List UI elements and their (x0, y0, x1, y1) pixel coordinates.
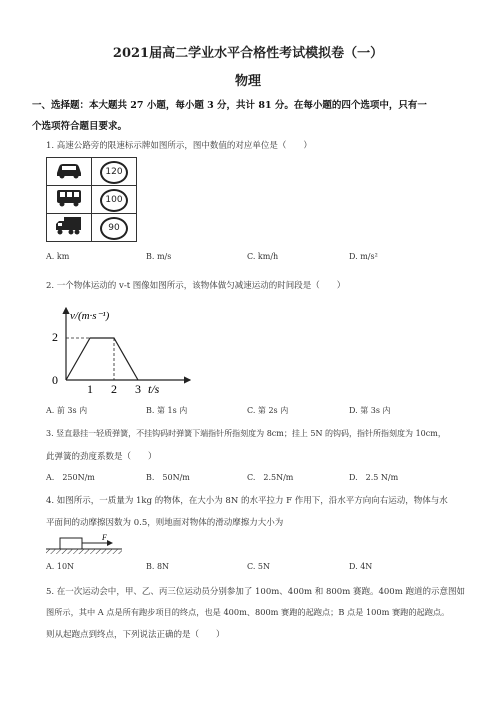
vt-trapezoid (66, 338, 138, 380)
q4-option-a: A. 10N (46, 562, 75, 571)
q1-option-b: B. m/s (146, 252, 172, 261)
question-1-stem: 1. 高速公路旁的限速标示牌如图所示，图中数值的对应单位是（ ） (46, 141, 312, 151)
question-5-stem-line2: 图所示，其中 A 点是所有跑步项目的终点，也是 400m、800m 赛跑的起跑点；B 点是 100m 赛跑的起跑点。 (46, 607, 450, 617)
y-axis-label: v/(m·s⁻¹) (70, 310, 110, 322)
q4-option-c: C. 5N (247, 562, 271, 571)
q3-option-a: A. 250N/m (46, 473, 95, 482)
y-tick-label: 2 (52, 330, 58, 344)
x-tick-label: 2 (111, 382, 117, 396)
q1-option-d: D. m/s² (349, 252, 378, 261)
q4-option-d: D. 4N (349, 562, 373, 571)
x-tick-label: 1 (87, 382, 93, 396)
q2-option-c: C. 第 2s 内 (247, 406, 289, 415)
q1-option-a: A. km (46, 252, 70, 261)
question-4-stem-line1: 4. 如图所示，一质量为 1kg 的物体，在大小为 8N 的水平拉力 F 作用下，沿水平方向向右运动，物体与水 (46, 496, 448, 506)
q2-option-a: A. 前 3s 内 (46, 406, 88, 415)
speed-limit-sign: 90 (92, 214, 137, 242)
force-label: F (102, 533, 107, 542)
x-axis-label: t/s (148, 382, 160, 396)
x-tick-label: 3 (135, 382, 141, 396)
q3-option-d: D. 2.5 N/m (349, 473, 399, 482)
car-icon (47, 158, 92, 186)
q1-option-c: C. km/h (247, 252, 279, 261)
section-heading-line2: 个选项符合题目要求。 (32, 121, 128, 132)
section-heading-line1: 一、选择题：本大题共 27 小题，每小题 3 分，共计 81 分。在每小题的四个选项中，只有一 (32, 100, 427, 111)
vt-graph (48, 300, 198, 400)
speed-limit-sign-table (46, 157, 137, 242)
block-force-diagram (44, 532, 124, 558)
truck-icon (47, 214, 92, 242)
sign-row-truck (47, 214, 137, 242)
question-3-stem-line2: 此弹簧的劲度系数是（ ） (46, 452, 157, 462)
ground-hatch (46, 549, 122, 554)
sign-row-bus (47, 186, 137, 214)
sign-row-car (47, 158, 137, 186)
q3-option-b: B. 50N/m (146, 473, 190, 482)
q2-option-b: B. 第 1s 内 (146, 406, 188, 415)
origin-label: 0 (52, 373, 58, 387)
question-5-stem-line1: 5. 在一次运动会中，甲、乙、丙三位运动员分别参加了 100m、400m 和 800m 赛跑。400m 跑道的示意图如 (46, 587, 465, 597)
subject-title: 物理 (234, 74, 261, 89)
speed-limit-sign: 120 (92, 158, 137, 186)
q2-option-d: D. 第 3s 内 (349, 406, 391, 415)
q3-option-c: C. 2.5N/m (247, 473, 294, 482)
q4-option-b: B. 8N (146, 562, 170, 571)
block (60, 538, 82, 549)
exam-title: 2021届高二学业水平合格性考试模拟卷（一） (112, 46, 384, 61)
question-4-stem-line2: 平面间的动摩擦因数为 0.5，则地面对物体的滑动摩擦力大小为 (46, 518, 284, 528)
question-2-stem: 2. 一个物体运动的 v-t 图像如图所示，该物体做匀减速运动的时间段是（ ） (46, 281, 346, 291)
question-3-stem-line1: 3. 竖直悬挂一轻质弹簧，不挂钩码时弹簧下端指针所指刻度为 8cm；挂上 5N 的钩码，指针所指刻度为 10cm， (46, 429, 446, 438)
question-5-stem-line3: 则从起跑点到终点，下列说法正确的是（ ） (46, 630, 225, 640)
bus-icon (47, 186, 92, 214)
speed-limit-sign: 100 (92, 186, 137, 214)
